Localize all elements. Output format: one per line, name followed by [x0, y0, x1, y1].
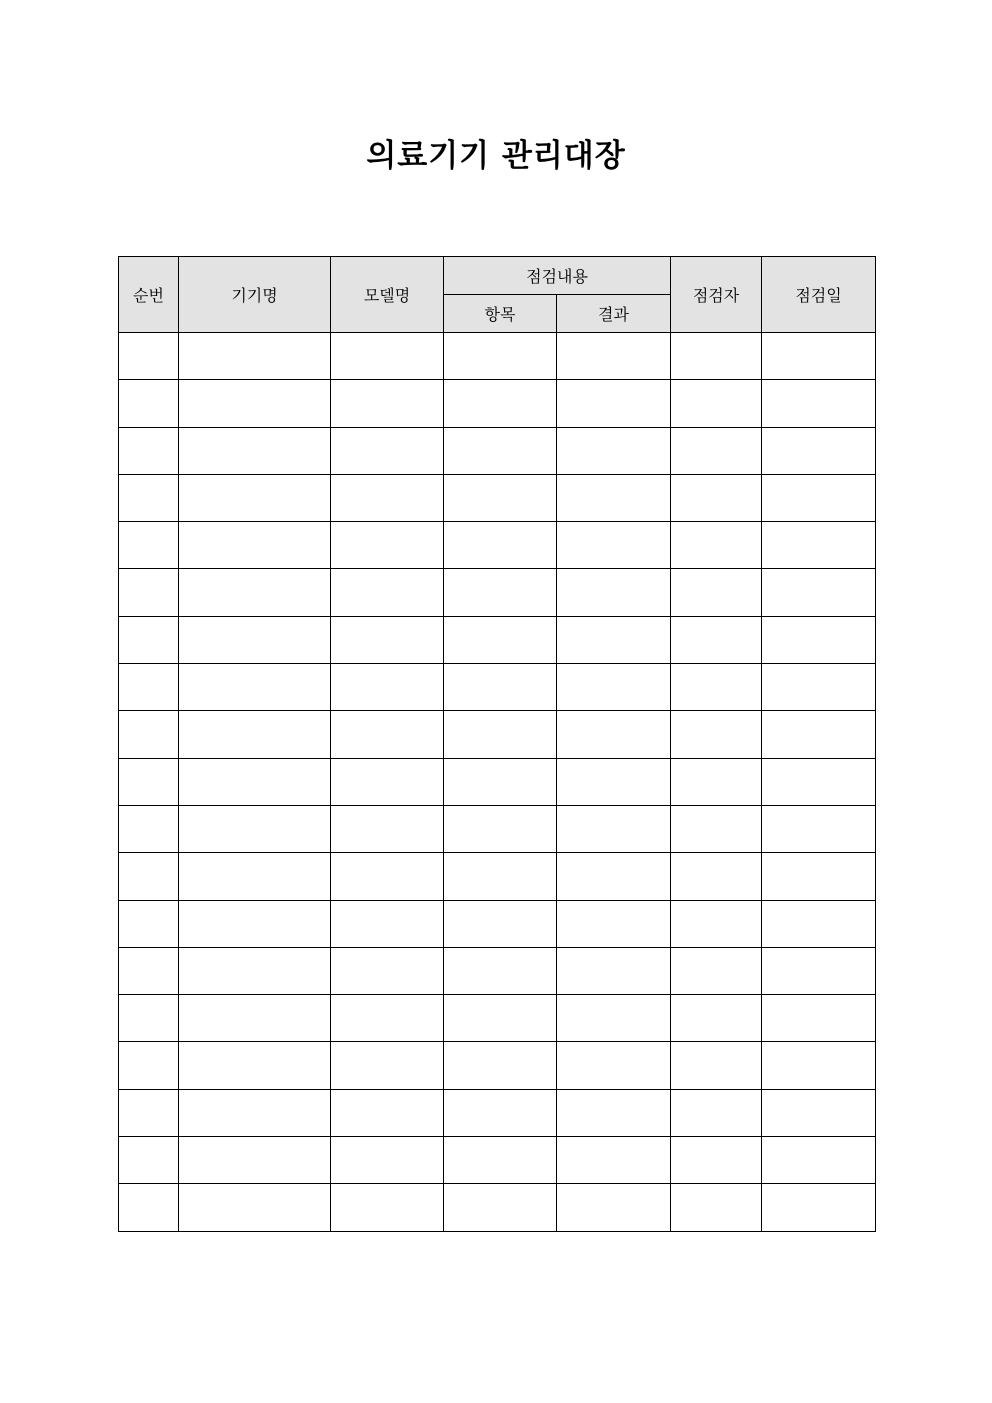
table-row — [119, 333, 876, 380]
cell-no[interactable] — [119, 1089, 179, 1136]
cell-no[interactable] — [119, 569, 179, 616]
cell-inspection-date[interactable] — [762, 758, 876, 805]
cell-inspector[interactable] — [671, 474, 762, 521]
cell-model-name[interactable] — [331, 380, 444, 427]
cell-no[interactable] — [119, 1042, 179, 1089]
cell-item[interactable] — [444, 900, 557, 947]
table-row — [119, 569, 876, 616]
cell-inspector[interactable] — [671, 616, 762, 663]
cell-item[interactable] — [444, 805, 557, 852]
table-row — [119, 1184, 876, 1231]
cell-model-name[interactable] — [331, 1184, 444, 1231]
cell-item[interactable] — [444, 616, 557, 663]
cell-result[interactable] — [557, 1089, 671, 1136]
header-inspector: 점검자 — [671, 257, 762, 333]
cell-result[interactable] — [557, 995, 671, 1042]
cell-model-name[interactable] — [331, 1089, 444, 1136]
cell-device-name[interactable] — [179, 427, 331, 474]
cell-result[interactable] — [557, 569, 671, 616]
cell-item[interactable] — [444, 427, 557, 474]
table-row — [119, 474, 876, 521]
cell-no[interactable] — [119, 758, 179, 805]
cell-inspection-date[interactable] — [762, 1137, 876, 1184]
cell-inspector[interactable] — [671, 805, 762, 852]
cell-inspection-date[interactable] — [762, 333, 876, 380]
cell-item[interactable] — [444, 1137, 557, 1184]
cell-result[interactable] — [557, 758, 671, 805]
cell-device-name[interactable] — [179, 853, 331, 900]
cell-result[interactable] — [557, 664, 671, 711]
cell-model-name[interactable] — [331, 1042, 444, 1089]
table-row — [119, 947, 876, 994]
cell-inspector[interactable] — [671, 1184, 762, 1231]
cell-no[interactable] — [119, 427, 179, 474]
cell-device-name[interactable] — [179, 900, 331, 947]
cell-device-name[interactable] — [179, 664, 331, 711]
cell-inspection-date[interactable] — [762, 664, 876, 711]
cell-model-name[interactable] — [331, 805, 444, 852]
header-device-name: 기기명 — [179, 257, 331, 333]
header-inspection-date: 점검일 — [762, 257, 876, 333]
table-row — [119, 758, 876, 805]
cell-result[interactable] — [557, 900, 671, 947]
cell-item[interactable] — [444, 711, 557, 758]
cell-item[interactable] — [444, 474, 557, 521]
cell-model-name[interactable] — [331, 522, 444, 569]
table-row — [119, 522, 876, 569]
cell-inspector[interactable] — [671, 522, 762, 569]
cell-device-name[interactable] — [179, 380, 331, 427]
cell-inspector[interactable] — [671, 427, 762, 474]
page-title: 의료기기 관리대장 — [366, 138, 626, 174]
table-row — [119, 900, 876, 947]
cell-model-name[interactable] — [331, 569, 444, 616]
cell-device-name[interactable] — [179, 947, 331, 994]
cell-device-name[interactable] — [179, 333, 331, 380]
table-row — [119, 1042, 876, 1089]
cell-inspection-date[interactable] — [762, 995, 876, 1042]
cell-model-name[interactable] — [331, 616, 444, 663]
cell-model-name[interactable] — [331, 947, 444, 994]
cell-model-name[interactable] — [331, 474, 444, 521]
cell-device-name[interactable] — [179, 569, 331, 616]
cell-device-name[interactable] — [179, 474, 331, 521]
cell-model-name[interactable] — [331, 711, 444, 758]
header-inspection-group: 점검내용 — [444, 257, 671, 295]
cell-device-name[interactable] — [179, 1137, 331, 1184]
cell-model-name[interactable] — [331, 758, 444, 805]
cell-result[interactable] — [557, 616, 671, 663]
cell-no[interactable] — [119, 616, 179, 663]
cell-item[interactable] — [444, 569, 557, 616]
cell-item[interactable] — [444, 664, 557, 711]
cell-inspector[interactable] — [671, 711, 762, 758]
cell-model-name[interactable] — [331, 1137, 444, 1184]
cell-result[interactable] — [557, 947, 671, 994]
cell-inspector[interactable] — [671, 758, 762, 805]
cell-result[interactable] — [557, 333, 671, 380]
table-row — [119, 427, 876, 474]
cell-inspection-date[interactable] — [762, 900, 876, 947]
cell-item[interactable] — [444, 853, 557, 900]
cell-device-name[interactable] — [179, 711, 331, 758]
table-header — [119, 257, 876, 333]
cell-inspection-date[interactable] — [762, 1042, 876, 1089]
cell-model-name[interactable] — [331, 333, 444, 380]
cell-no[interactable] — [119, 805, 179, 852]
cell-inspection-date[interactable] — [762, 380, 876, 427]
cell-inspector[interactable] — [671, 1137, 762, 1184]
table-row — [119, 711, 876, 758]
cell-inspection-date[interactable] — [762, 711, 876, 758]
cell-inspector[interactable] — [671, 853, 762, 900]
cell-inspector[interactable] — [671, 947, 762, 994]
header-result: 결과 — [557, 295, 671, 333]
table-row — [119, 853, 876, 900]
cell-inspector[interactable] — [671, 569, 762, 616]
cell-no[interactable] — [119, 995, 179, 1042]
cell-no[interactable] — [119, 664, 179, 711]
cell-no[interactable] — [119, 474, 179, 521]
cell-result[interactable] — [557, 427, 671, 474]
cell-inspection-date[interactable] — [762, 474, 876, 521]
table-row — [119, 616, 876, 663]
cell-inspection-date[interactable] — [762, 616, 876, 663]
cell-device-name[interactable] — [179, 805, 331, 852]
cell-inspector[interactable] — [671, 1042, 762, 1089]
cell-inspection-date[interactable] — [762, 427, 876, 474]
cell-item[interactable] — [444, 522, 557, 569]
cell-inspector[interactable] — [671, 380, 762, 427]
header-item: 항목 — [444, 295, 557, 333]
cell-inspection-date[interactable] — [762, 569, 876, 616]
cell-no[interactable] — [119, 522, 179, 569]
cell-device-name[interactable] — [179, 616, 331, 663]
device-ledger-table — [118, 256, 876, 1232]
cell-device-name[interactable] — [179, 758, 331, 805]
cell-device-name[interactable] — [179, 522, 331, 569]
cell-no[interactable] — [119, 380, 179, 427]
cell-item[interactable] — [444, 1042, 557, 1089]
cell-no[interactable] — [119, 947, 179, 994]
cell-item[interactable] — [444, 1089, 557, 1136]
table-body — [119, 333, 876, 1232]
cell-item[interactable] — [444, 995, 557, 1042]
cell-device-name[interactable] — [179, 1042, 331, 1089]
cell-model-name[interactable] — [331, 664, 444, 711]
cell-model-name[interactable] — [331, 900, 444, 947]
cell-inspection-date[interactable] — [762, 805, 876, 852]
cell-device-name[interactable] — [179, 1184, 331, 1231]
table-row — [119, 380, 876, 427]
header-model-name: 모델명 — [331, 257, 444, 333]
cell-no[interactable] — [119, 853, 179, 900]
cell-inspection-date[interactable] — [762, 1089, 876, 1136]
cell-result[interactable] — [557, 711, 671, 758]
cell-result[interactable] — [557, 522, 671, 569]
cell-model-name[interactable] — [331, 995, 444, 1042]
cell-inspector[interactable] — [671, 664, 762, 711]
cell-inspector[interactable] — [671, 900, 762, 947]
table-row — [119, 1089, 876, 1136]
cell-no[interactable] — [119, 333, 179, 380]
cell-item[interactable] — [444, 380, 557, 427]
cell-result[interactable] — [557, 1184, 671, 1231]
cell-result[interactable] — [557, 380, 671, 427]
cell-no[interactable] — [119, 1137, 179, 1184]
cell-inspector[interactable] — [671, 995, 762, 1042]
table-row — [119, 995, 876, 1042]
cell-model-name[interactable] — [331, 853, 444, 900]
cell-item[interactable] — [444, 1184, 557, 1231]
cell-no[interactable] — [119, 900, 179, 947]
cell-result[interactable] — [557, 1042, 671, 1089]
cell-result[interactable] — [557, 1137, 671, 1184]
table-row — [119, 664, 876, 711]
header-no: 순번 — [119, 257, 179, 333]
cell-inspection-date[interactable] — [762, 522, 876, 569]
cell-no[interactable] — [119, 1184, 179, 1231]
cell-result[interactable] — [557, 474, 671, 521]
cell-inspector[interactable] — [671, 333, 762, 380]
cell-item[interactable] — [444, 333, 557, 380]
cell-device-name[interactable] — [179, 995, 331, 1042]
cell-device-name[interactable] — [179, 1089, 331, 1136]
cell-model-name[interactable] — [331, 427, 444, 474]
cell-inspection-date[interactable] — [762, 1184, 876, 1231]
cell-result[interactable] — [557, 853, 671, 900]
cell-result[interactable] — [557, 805, 671, 852]
cell-inspection-date[interactable] — [762, 853, 876, 900]
cell-inspector[interactable] — [671, 1089, 762, 1136]
cell-item[interactable] — [444, 947, 557, 994]
table-row — [119, 1137, 876, 1184]
table-row — [119, 805, 876, 852]
cell-item[interactable] — [444, 758, 557, 805]
cell-no[interactable] — [119, 711, 179, 758]
cell-inspection-date[interactable] — [762, 947, 876, 994]
